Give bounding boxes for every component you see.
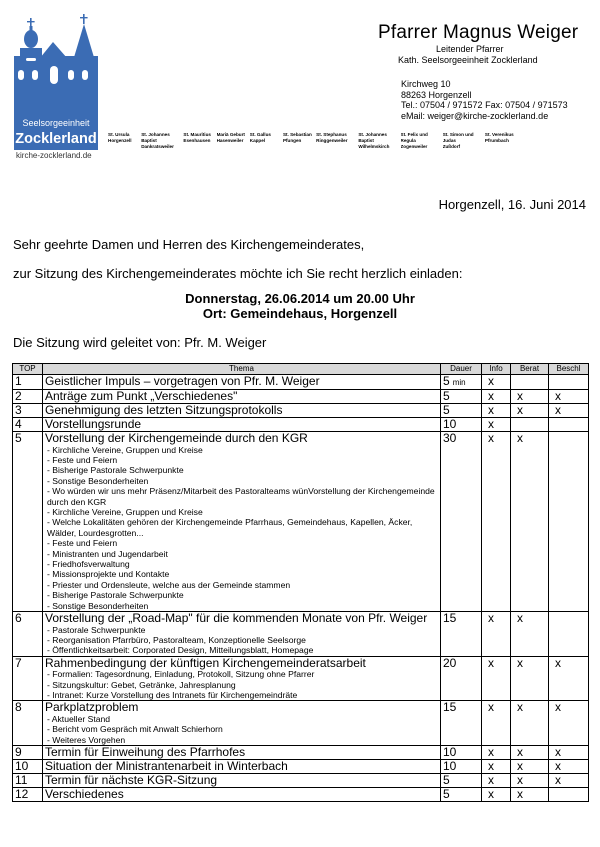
led-by: Die Sitzung wird geleitet von: Pfr. M. Weiger (13, 335, 267, 350)
agenda-info-mark: x (482, 656, 511, 701)
col-header-berat: Berat (511, 364, 549, 375)
agenda-berat-mark: x (511, 760, 549, 774)
col-header-beschl: Beschl (549, 364, 589, 375)
agenda-duration-value: 5 (443, 403, 450, 417)
agenda-duration (441, 760, 482, 774)
agenda-subitem: - Reorganisation Pfarrbüro, Pastoralteam, Konzeptionelle Seelsorge (47, 634, 306, 645)
parish-item: St. Ursula Horgenzell (108, 132, 132, 143)
agenda-topic-title: Genehmigung des letzten Sitzungsprotokolls (45, 403, 283, 417)
agenda-top-number: 9 (13, 746, 43, 760)
parish-item: St. Simon und Judas Zußdorf (442, 132, 474, 149)
parish-item: Mariä Geburt Hasenweiler (216, 132, 245, 143)
parish-item: St. Johannes Baptist Dankratsweiler (141, 132, 174, 149)
agenda-row (13, 404, 589, 418)
parish-item: St. Gallus Kappel (249, 132, 271, 143)
agenda-top-number: 1 (13, 375, 43, 390)
invitation-text: zur Sitzung des Kirchengemeinderates möchte ich Sie recht herzlich einladen: (13, 266, 463, 281)
address-phone-fax: Tel.: 07504 / 971572 Fax: 07504 / 971573 (401, 100, 568, 110)
agenda-subitem: - Pastorale Schwerpunkte (47, 624, 146, 635)
agenda-top-number: 11 (13, 774, 43, 788)
meeting-location: Ort: Gemeindehaus, Horgenzell (202, 306, 398, 321)
agenda-info-mark: x (482, 432, 511, 612)
agenda-berat-mark: x (511, 612, 549, 657)
agenda-beschl-mark: x (549, 656, 589, 701)
parish-item: St. Sebastian Pfungen (282, 132, 312, 143)
agenda-topic (43, 375, 441, 390)
agenda-subitem: - Sitzungskultur: Gebet, Getränke, Jahresplanung (47, 679, 236, 690)
agenda-row (13, 390, 589, 404)
agenda-beschl-mark (549, 418, 589, 432)
agenda-subitem: - Formalien: Tagesordnung, Einladung, Protokoll, Sitzung ohne Pfarrer (47, 669, 315, 680)
agenda-info-mark: x (482, 418, 511, 432)
agenda-subitems (45, 669, 438, 700)
agenda-topic-title: Parkplatzproblem (45, 700, 139, 715)
agenda-topic (43, 432, 441, 612)
agenda-top-number: 8 (13, 701, 43, 746)
address-street: Kirchweg 10 (401, 79, 451, 89)
agenda-top-number: 3 (13, 404, 43, 418)
agenda-duration-value: 5 (443, 374, 450, 388)
pastoral-unit: Kath. Seelsorgeeinheit Zocklerland (398, 55, 538, 65)
agenda-duration-value: 15 (443, 700, 457, 715)
agenda-subitem: - Öffentlichkeitsarbeit: Corporated Design, Mitteilungsblatt, Homepage (47, 645, 314, 656)
meeting-info (0, 291, 600, 321)
col-header-top: TOP (13, 364, 43, 375)
agenda-subitem: - Priester und Ordensleute, welche aus der Gemeinde stammen (47, 579, 291, 590)
contact-address (401, 79, 568, 121)
agenda-beschl-mark: x (549, 760, 589, 774)
logo-text-line1: Seelsorgeeinheit (22, 118, 90, 128)
agenda-row (13, 375, 589, 390)
agenda-duration (441, 788, 482, 802)
agenda-beschl-mark: x (549, 746, 589, 760)
agenda-berat-mark: x (511, 746, 549, 760)
agenda-topic-title: Vorstellungsrunde (45, 417, 142, 431)
agenda-duration-value: 10 (443, 417, 457, 431)
agenda-subitems (45, 714, 438, 745)
agenda-subitem: - Aktueller Stand (47, 713, 111, 724)
agenda-beschl-mark: x (549, 701, 589, 746)
agenda-subitem: - Wo würden wir uns mehr Präsenz/Mitarbeit des Pastoralteams wünVorstellung der Kirchengemeinde durch den KGR (47, 486, 435, 507)
agenda-row (13, 746, 589, 760)
agenda-info-mark: x (482, 375, 511, 390)
meeting-datetime: Donnerstag, 26.06.2014 um 20.00 Uhr (185, 291, 415, 306)
church-logo (10, 14, 100, 164)
agenda-row (13, 612, 589, 657)
agenda-topic (43, 656, 441, 701)
agenda-duration-value: 5 (443, 787, 450, 802)
agenda-topic (43, 788, 441, 802)
agenda-duration (441, 774, 482, 788)
agenda-info-mark: x (482, 788, 511, 802)
agenda-berat-mark (511, 375, 549, 390)
agenda-beschl-mark: x (549, 390, 589, 404)
parish-item: St. Felix und Regula Zogenweiler (400, 132, 428, 149)
agenda-subitem: - Feste und Feiern (47, 538, 118, 549)
agenda-duration-value: 20 (443, 655, 457, 670)
agenda-top-number: 2 (13, 390, 43, 404)
agenda-duration-value: 10 (443, 745, 457, 760)
agenda-info-mark: x (482, 760, 511, 774)
agenda-subitem: - Sonstige Besonderheiten (47, 600, 149, 611)
agenda-topic-title: Situation der Ministrantenarbeit in Winterbach (45, 759, 288, 774)
parish-list (108, 132, 518, 150)
agenda-row (13, 774, 589, 788)
agenda-info-mark: x (482, 774, 511, 788)
agenda-duration-value: 15 (443, 611, 457, 625)
agenda-topic (43, 760, 441, 774)
agenda-berat-mark (511, 418, 549, 432)
agenda-duration-value: 10 (443, 759, 457, 774)
agenda-subitem: - Sonstige Besonderheiten (47, 475, 149, 486)
agenda-beschl-mark: x (549, 404, 589, 418)
agenda-subitem: - Friedhofsverwaltung (47, 558, 130, 569)
agenda-info-mark: x (482, 612, 511, 657)
agenda-topic-title: Termin für Einweihung des Pfarrhofes (45, 745, 246, 760)
agenda-subitem: - Missionsprojekte und Kontakte (47, 569, 170, 580)
agenda-subitem: - Kirchliche Vereine, Gruppen und Kreise (47, 506, 203, 517)
parish-item: St. Stephanus Ringgenweiler (316, 132, 348, 143)
agenda-duration (441, 432, 482, 612)
agenda-subitem: - Kirchliche Vereine, Gruppen und Kreise (47, 444, 203, 455)
col-header-info: Info (482, 364, 511, 375)
parish-item: St. Mauritius Esenhausen (183, 132, 211, 143)
pastor-name: Pfarrer Magnus Weiger (378, 22, 579, 43)
agenda-topic-title: Rahmenbedingung der künftigen Kirchengemeinderatsarbeit (45, 655, 366, 670)
agenda-berat-mark: x (511, 656, 549, 701)
table-header-row (13, 364, 589, 375)
agenda-berat-mark: x (511, 404, 549, 418)
agenda-topic-title: Anträge zum Punkt „Verschiedenes" (45, 389, 238, 403)
salutation: Sehr geehrte Damen und Herren des Kirchengemeinderates, (13, 237, 365, 252)
agenda-topic (43, 390, 441, 404)
agenda-row (13, 432, 589, 612)
agenda-topic-title: Geistlicher Impuls – vorgetragen von Pfr. M. Weiger (45, 374, 320, 388)
agenda-duration (441, 375, 482, 390)
logo-url: kirche-zocklerland.de (16, 151, 92, 160)
logo-text-line2: Zocklerland (15, 131, 97, 147)
agenda-berat-mark: x (511, 788, 549, 802)
agenda-info-mark: x (482, 404, 511, 418)
col-header-dauer: Dauer (441, 364, 482, 375)
agenda-subitem: - Intranet: Kurze Vorstellung des Intranets für Kirchengemeindräte (47, 690, 298, 701)
agenda-berat-mark: x (511, 701, 549, 746)
agenda-topic (43, 418, 441, 432)
address-city: 88263 Horgenzell (401, 89, 472, 100)
agenda-row (13, 760, 589, 774)
pastor-role: Leitender Pfarrer (436, 44, 504, 54)
agenda-topic-title: Verschiedenes (45, 787, 124, 802)
agenda-info-mark: x (482, 746, 511, 760)
parish-item: St. Verenikus Pfrumbach (484, 132, 514, 143)
agenda-topic-title: Termin für nächste KGR-Sitzung (45, 773, 218, 788)
agenda-beschl-mark (549, 375, 589, 390)
agenda-info-mark: x (482, 390, 511, 404)
col-header-thema: Thema (43, 364, 441, 375)
agenda-topic (43, 746, 441, 760)
agenda-table (12, 363, 589, 802)
agenda-duration (441, 418, 482, 432)
agenda-duration-value: 5 (443, 773, 450, 788)
agenda-berat-mark: x (511, 390, 549, 404)
agenda-beschl-mark (549, 612, 589, 657)
agenda-duration-value: 5 (443, 389, 450, 403)
agenda-beschl-mark (549, 788, 589, 802)
address-email: eMail: weiger@kirche-zocklerland.de (401, 110, 549, 121)
agenda-topic-title: Vorstellung der „Road-Map" für die kommenden Monate von Pfr. Weiger (45, 611, 428, 625)
agenda-topic (43, 404, 441, 418)
agenda-topic (43, 774, 441, 788)
agenda-topic (43, 612, 441, 657)
agenda-topic (43, 701, 441, 746)
agenda-row (13, 788, 589, 802)
agenda-beschl-mark (549, 432, 589, 612)
agenda-info-mark: x (482, 701, 511, 746)
agenda-row (13, 656, 589, 701)
agenda-duration (441, 390, 482, 404)
agenda-berat-mark: x (511, 774, 549, 788)
agenda-beschl-mark: x (549, 774, 589, 788)
agenda-top-number: 5 (13, 432, 43, 612)
agenda-top-number: 10 (13, 760, 43, 774)
agenda-duration (441, 701, 482, 746)
agenda-subitem: - Bisherige Pastorale Schwerpunkte (47, 465, 184, 476)
agenda-duration (441, 404, 482, 418)
agenda-topic-title: Vorstellung der Kirchengemeinde durch den KGR (45, 431, 308, 445)
agenda-subitems (45, 625, 438, 656)
agenda-subitem: - Ministranten und Jugendarbeit (47, 548, 168, 559)
agenda-top-number: 4 (13, 418, 43, 432)
letter-date: Horgenzell, 16. Juni 2014 (438, 197, 586, 212)
agenda-subitem: - Bericht vom Gespräch mit Anwalt Schierhorn (47, 724, 223, 735)
agenda-subitem: - Bisherige Pastorale Schwerpunkte (47, 590, 184, 601)
agenda-top-number: 12 (13, 788, 43, 802)
agenda-row (13, 418, 589, 432)
agenda-duration (441, 612, 482, 657)
agenda-subitems (45, 445, 438, 612)
agenda-body (13, 375, 589, 802)
agenda-row (13, 701, 589, 746)
agenda-subitem: - Welche Lokalitäten gehören der Kirchengemeinde Pfarrhaus, Gemeindehaus, Kapellen, Äcker, Wälder, Lourdesgrotten... (47, 517, 413, 538)
agenda-subitem: - Weiteres Vorgehen (47, 734, 126, 745)
agenda-duration-unit: min (452, 378, 466, 387)
agenda-top-number: 6 (13, 612, 43, 657)
agenda-duration (441, 656, 482, 701)
agenda-top-number: 7 (13, 656, 43, 701)
agenda-duration-value: 30 (443, 431, 457, 445)
agenda-subitem: - Feste und Feiern (47, 454, 118, 465)
parish-item: St. Johannes Baptist Wilhelmskirch (358, 132, 390, 149)
agenda-berat-mark: x (511, 432, 549, 612)
agenda-duration (441, 746, 482, 760)
